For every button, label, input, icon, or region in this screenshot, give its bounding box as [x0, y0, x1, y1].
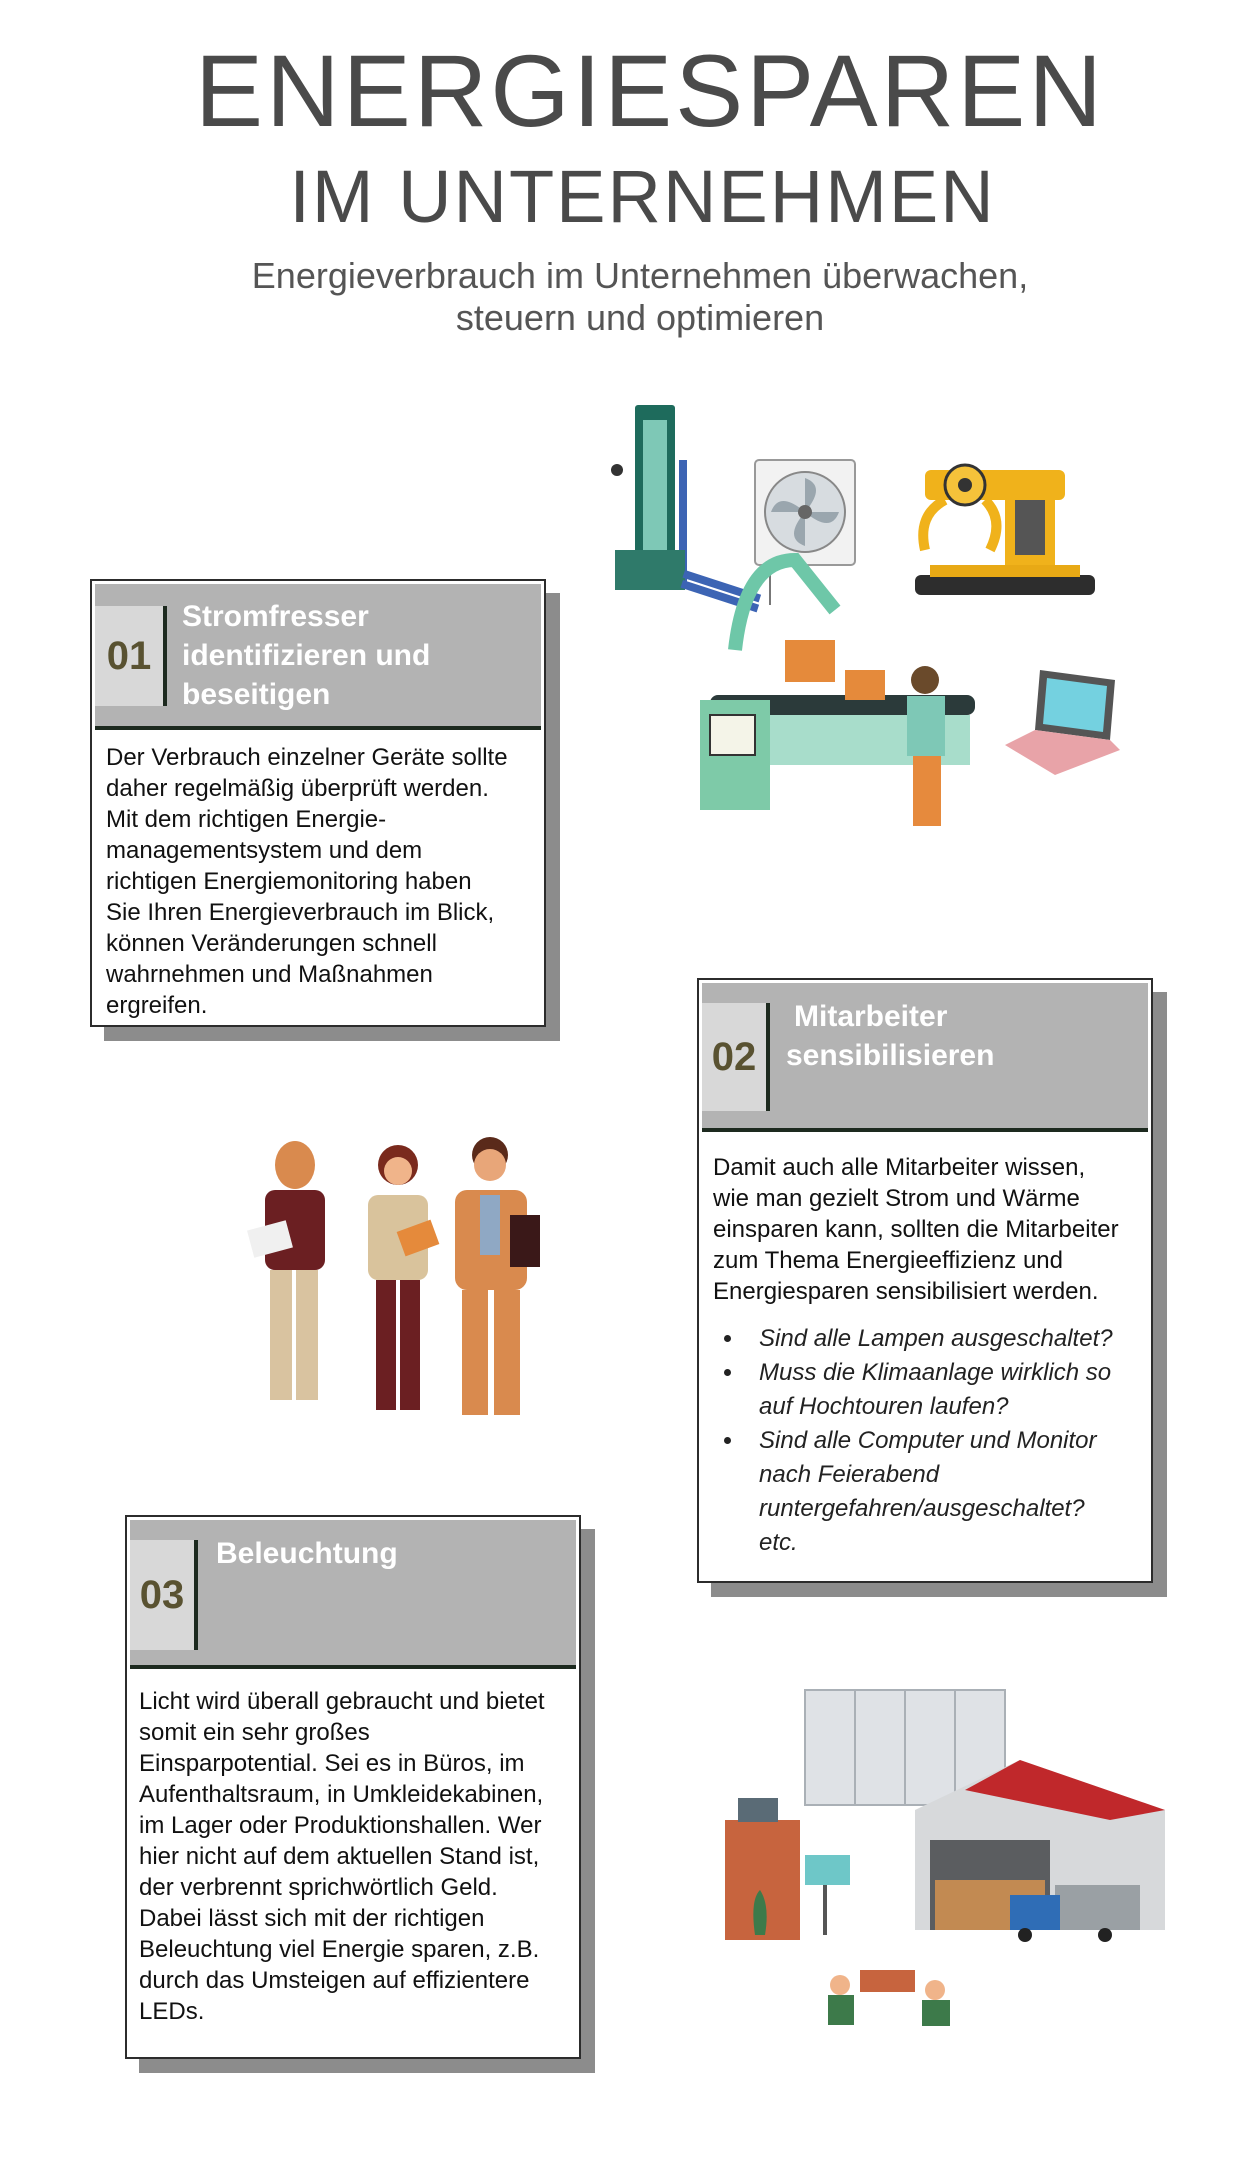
card-01-header [95, 584, 541, 730]
card-03-header [130, 1520, 576, 1669]
card-02-header [702, 983, 1148, 1132]
card-03 [125, 1515, 581, 2059]
robot-arm-icon [915, 465, 1095, 595]
tagline-line-1: Energieverbrauch im Unternehmen überwachen, [251, 255, 1029, 296]
employee-icon [455, 1137, 540, 1415]
page-subtitle: IM UNTERNEHMEN [289, 155, 996, 238]
warehouse-office-illustration [710, 1680, 1170, 2040]
forklift-icon [611, 405, 761, 612]
page-title: ENERGIESPAREN [195, 34, 1105, 148]
employee-icon [368, 1145, 439, 1410]
employees-illustration [240, 1135, 560, 1445]
office-desk-icon [725, 1798, 850, 1940]
card-02-title: Mitarbeiter sensibilisieren [786, 1000, 995, 1072]
card-01-body: Der Verbrauch einzelner Geräte sollte daher regelmäßig überprüft werden. Mit dem richtigen Energie- managementsystem und dem richtigen Energiemonitoring haben Sie Ihren Energieverbrauch im Blick, können Veränderungen schnell wahrnehmen und Maßnahmen ergreifen. [106, 744, 508, 1019]
card-02-tips-list [719, 1322, 1165, 1560]
card-01 [90, 579, 546, 1027]
employee-icon [247, 1141, 325, 1400]
workers-icon [828, 1970, 950, 2026]
card-03-number: 03 [130, 1540, 198, 1650]
card-01-number: 01 [95, 606, 167, 706]
tip-item: • Sind alle Computer und Monitor nach Feierabend runtergefahren/ausgeschaltet? etc. [745, 1424, 1165, 1560]
laptop-icon [1005, 670, 1120, 775]
card-02-body: Damit auch alle Mitarbeiter wissen, wie man gezielt Strom und Wärme einsparen kann, sollten die Mitarbeiter zum Thema Energieeffizienz und Energiesparen sensibilisiert werden. [713, 1154, 1119, 1305]
conveyor-worker-icon [700, 560, 975, 826]
tip-item: • Sind alle Lampen ausgeschaltet? [745, 1322, 1165, 1356]
card-02 [697, 978, 1153, 1583]
card-01-title: Stromfresser identifizieren und beseitigen [182, 600, 431, 711]
tip-item: • Muss die Klimaanlage wirklich so auf Hochtouren laufen? [745, 1356, 1165, 1424]
tagline-line-2: steuern und optimieren [455, 297, 825, 338]
factory-machines-illustration [595, 400, 1135, 870]
card-03-title: Beleuchtung [216, 1537, 398, 1570]
card-02-number: 02 [702, 1003, 770, 1111]
card-03-body: Licht wird überall gebraucht und bietet somit ein sehr großes Einsparpotential. Sei es in Büros, im Aufenthaltsraum, in Umkleidekabinen, im Lager oder Produktionshallen. Wer hier nicht auf dem aktuellen Stand ist, der verbrennt sprichwörtlich Geld. Dabei lässt sich mit der richtigen Beleuchtung viel Energie sparen, z.B. durch das Umsteigen auf effizientere LEDs. [139, 1688, 545, 2025]
